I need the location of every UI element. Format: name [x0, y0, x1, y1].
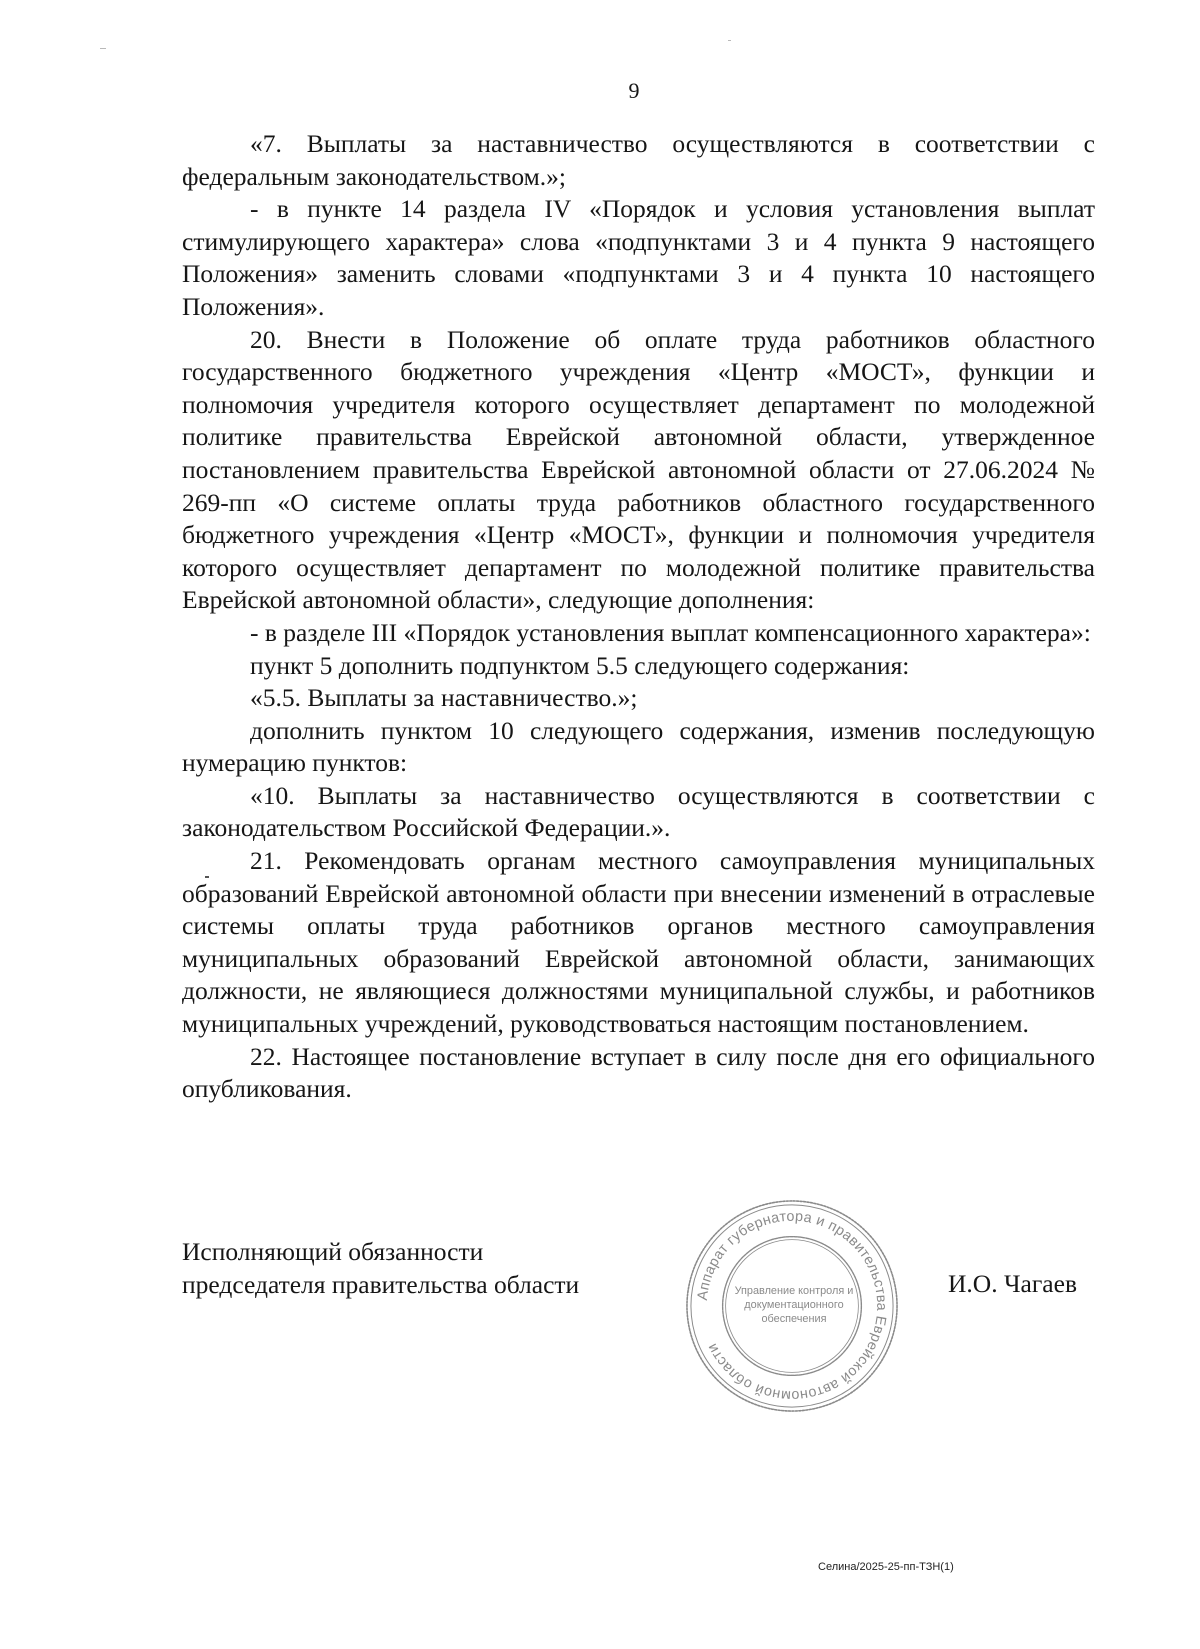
scan-speck [728, 40, 731, 41]
stamp-ring-text: Аппарат губернатора и правительства Еврейской автономной области [694, 1208, 890, 1404]
paragraph: 22. Настоящее постановление вступает в силу после дня его официального опубликования. [182, 1041, 1095, 1104]
official-stamp [683, 1197, 901, 1415]
paragraph: - в пункте 14 раздела IV «Порядок и условия установления выплат стимулирующего характера» слова «подпунктами 3 и 4 пункта 9 настоящего Положения» заменить словами «подпунктами 3 и 4 пункта 10 настоящего Положения». [182, 194, 1095, 321]
scan-speck [100, 48, 106, 49]
signatory-name: И.О. Чагаев [948, 1269, 1077, 1298]
paragraph: - в разделе III «Порядок установления выплат компенсационного характера»: [250, 617, 1091, 647]
paragraph: «7. Выплаты за наставничество осуществляются в соответствии с федеральным законодательством.»; [182, 129, 1095, 191]
paragraph: пункт 5 дополнить подпунктом 5.5 следующего содержания: [250, 650, 910, 680]
paragraph: «10. Выплаты за наставничество осуществляются в соответствии с законодательством Российской Федерации.». [182, 780, 1095, 843]
paragraph: дополнить пунктом 10 следующего содержания, изменив последующую нумерацию пунктов: [182, 715, 1095, 778]
stamp-center-text: обеспечения [761, 1312, 827, 1325]
paragraph: «5.5. Выплаты за наставничество.»; [250, 683, 638, 713]
page-number: 9 [628, 78, 640, 103]
stamp-center-text: Управление контроля и [734, 1285, 854, 1298]
stamp-center-text: документационного [744, 1298, 844, 1311]
signatory-position-line: председателя правительства области [182, 1269, 580, 1299]
signatory-position [182, 1236, 579, 1301]
paragraph: 21. Рекомендовать органам местного самоуправления муниципальных образований Еврейской автономной области при внесении изменений в отраслевые системы оплаты труда работников органов местного самоуправления муниципальных образований Еврейской автономной области, занимающих должности, не являющиеся должностями муниципальной службы, и работников муниципальных учреждений, руководствоваться настоящим постановлением. [182, 846, 1095, 1039]
paragraph: 20. Внести в Положение об оплате труда работников областного государственного бюджетного учреждения «Центр «МОСТ», функции и полномочия учредителя которого осуществляет департамент по молодежной политике правительства Еврейской автономной области, утвержденное постановлением правительства Еврейской автономной области от 27.06.2024 № 269-пп «О системе оплаты труда работников областного государственного бюджетного учреждения «Центр «МОСТ», функции и полномочия учредителя которого осуществляет департамент по молодежной политике правительства Еврейской автономной области», следующие дополнения: [182, 324, 1095, 615]
signatory-position-line: Исполняющий обязанности [182, 1237, 484, 1266]
document-code: Селина/2025-25-пп-ТЗН(1) [818, 1561, 954, 1573]
stamp-seal-graphic [683, 1197, 901, 1415]
scan-speck [205, 876, 209, 878]
document-body [182, 128, 1095, 1106]
